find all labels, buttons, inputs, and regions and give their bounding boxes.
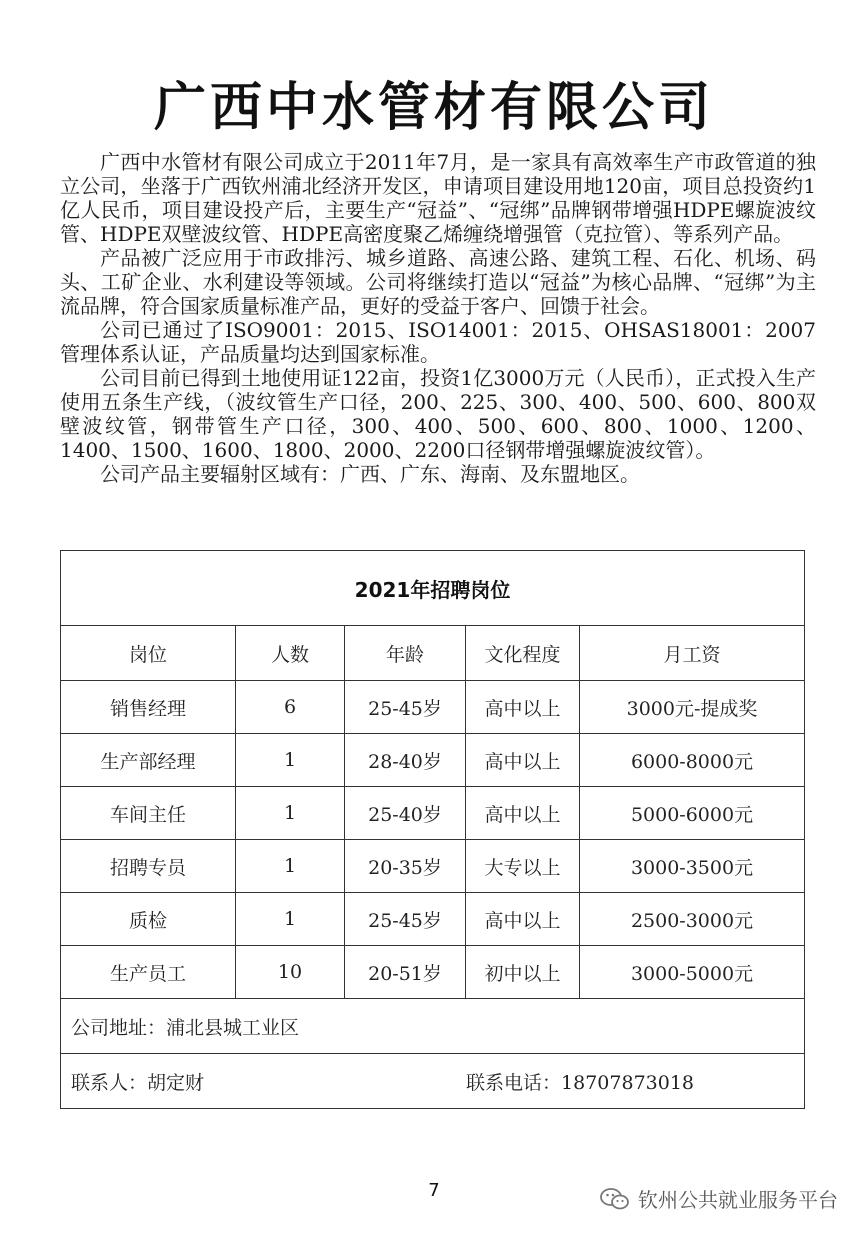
cell-salary: 3000-3500元 [580, 840, 805, 893]
cell-salary: 3000元-提成奖 [580, 681, 805, 734]
cell-count: 6 [236, 681, 345, 734]
company-title: 广西中水管材有限公司 [153, 78, 714, 138]
cell-position: 生产部经理 [61, 734, 236, 787]
cell-age: 25-45岁 [345, 681, 466, 734]
contact-person: 联系人：胡定财 [71, 1071, 205, 1094]
address-row [61, 999, 805, 1054]
contact-cell [61, 1054, 805, 1109]
cell-count: 1 [236, 787, 345, 840]
cell-age: 25-45岁 [345, 893, 466, 946]
cell-salary: 5000-6000元 [580, 787, 805, 840]
page-number: 7 [428, 1180, 440, 1201]
cell-education: 高中以上 [466, 893, 580, 946]
cell-position: 招聘专员 [61, 840, 236, 893]
cell-position: 质检 [61, 893, 236, 946]
table-caption-row [61, 551, 805, 626]
cell-salary: 3000-5000元 [580, 946, 805, 999]
header-count: 人数 [236, 626, 345, 681]
cell-position: 车间主任 [61, 787, 236, 840]
company-introduction [60, 150, 816, 486]
table-row [61, 946, 805, 999]
table-row [61, 681, 805, 734]
table-caption: 2021年招聘岗位 [61, 551, 805, 626]
cell-age: 25-40岁 [345, 787, 466, 840]
cell-education: 初中以上 [466, 946, 580, 999]
watermark [600, 1184, 838, 1213]
intro-paragraph: 广西中水管材有限公司成立于2011年7月，是一家具有高效率生产市政管道的独立公司，坐落于广西钦州浦北经济开发区，申请项目建设用地120亩，项目总投资约1亿人民币，项目建设投产后，主要生产“冠益”、“冠绑”品牌钢带增强HDPE螺旋波纹管、HDPE双壁波纹管、HDPE高密度聚乙烯缠绕增强管（克拉管）、等系列产品。 [60, 150, 816, 246]
header-age: 年龄 [345, 626, 466, 681]
header-education: 文化程度 [466, 626, 580, 681]
cell-count: 1 [236, 893, 345, 946]
cell-education: 大专以上 [466, 840, 580, 893]
intro-paragraph: 公司产品主要辐射区域有：广西、广东、海南、及东盟地区。 [100, 462, 640, 486]
table-row [61, 893, 805, 946]
cell-salary: 2500-3000元 [580, 893, 805, 946]
cell-count: 10 [236, 946, 345, 999]
header-salary: 月工资 [580, 626, 805, 681]
cell-salary: 6000-8000元 [580, 734, 805, 787]
intro-paragraph: 公司已通过了ISO9001：2015、ISO14001：2015、OHSAS18001：2007管理体系认证，产品质量均达到国家标准。 [60, 318, 816, 366]
contact-row [61, 1054, 805, 1109]
cell-position: 生产员工 [61, 946, 236, 999]
table-row [61, 787, 805, 840]
watermark-text: 钦州公共就业服务平台 [638, 1188, 838, 1212]
company-address: 公司地址：浦北县城工业区 [61, 999, 805, 1054]
contact-info [71, 1068, 804, 1095]
cell-education: 高中以上 [466, 681, 580, 734]
table-header-row [61, 626, 805, 681]
intro-paragraph: 公司目前已得到土地使用证122亩，投资1亿3000万元（人民币），正式投入生产使用五条生产线，（波纹管生产口径，200、225、300、400、500、600、800双壁波纹管，钢带管生产口径，300、400、500、600、800、1000、1200、1400、1500、1600、1800、2000、2200口径钢带增强螺旋波纹管）。 [60, 366, 816, 462]
table-row [61, 734, 805, 787]
cell-education: 高中以上 [466, 734, 580, 787]
cell-count: 1 [236, 840, 345, 893]
cell-education: 高中以上 [466, 787, 580, 840]
table-row [61, 840, 805, 893]
cell-count: 1 [236, 734, 345, 787]
recruitment-table [60, 550, 805, 1109]
cell-age: 20-51岁 [345, 946, 466, 999]
header-position: 岗位 [61, 626, 236, 681]
intro-paragraph: 产品被广泛应用于市政排污、城乡道路、高速公路、建筑工程、石化、机场、码头、工矿企业、水利建设等领域。公司将继续打造以“冠益”为核心品牌、“冠绑”为主流品牌，符合国家质量标准产品，更好的受益于客户、回馈于社会。 [60, 246, 816, 318]
cell-age: 20-35岁 [345, 840, 466, 893]
contact-phone: 联系电话：18707873018 [466, 1071, 695, 1094]
cell-position: 销售经理 [61, 681, 236, 734]
wechat-icon [600, 1187, 630, 1211]
cell-age: 28-40岁 [345, 734, 466, 787]
